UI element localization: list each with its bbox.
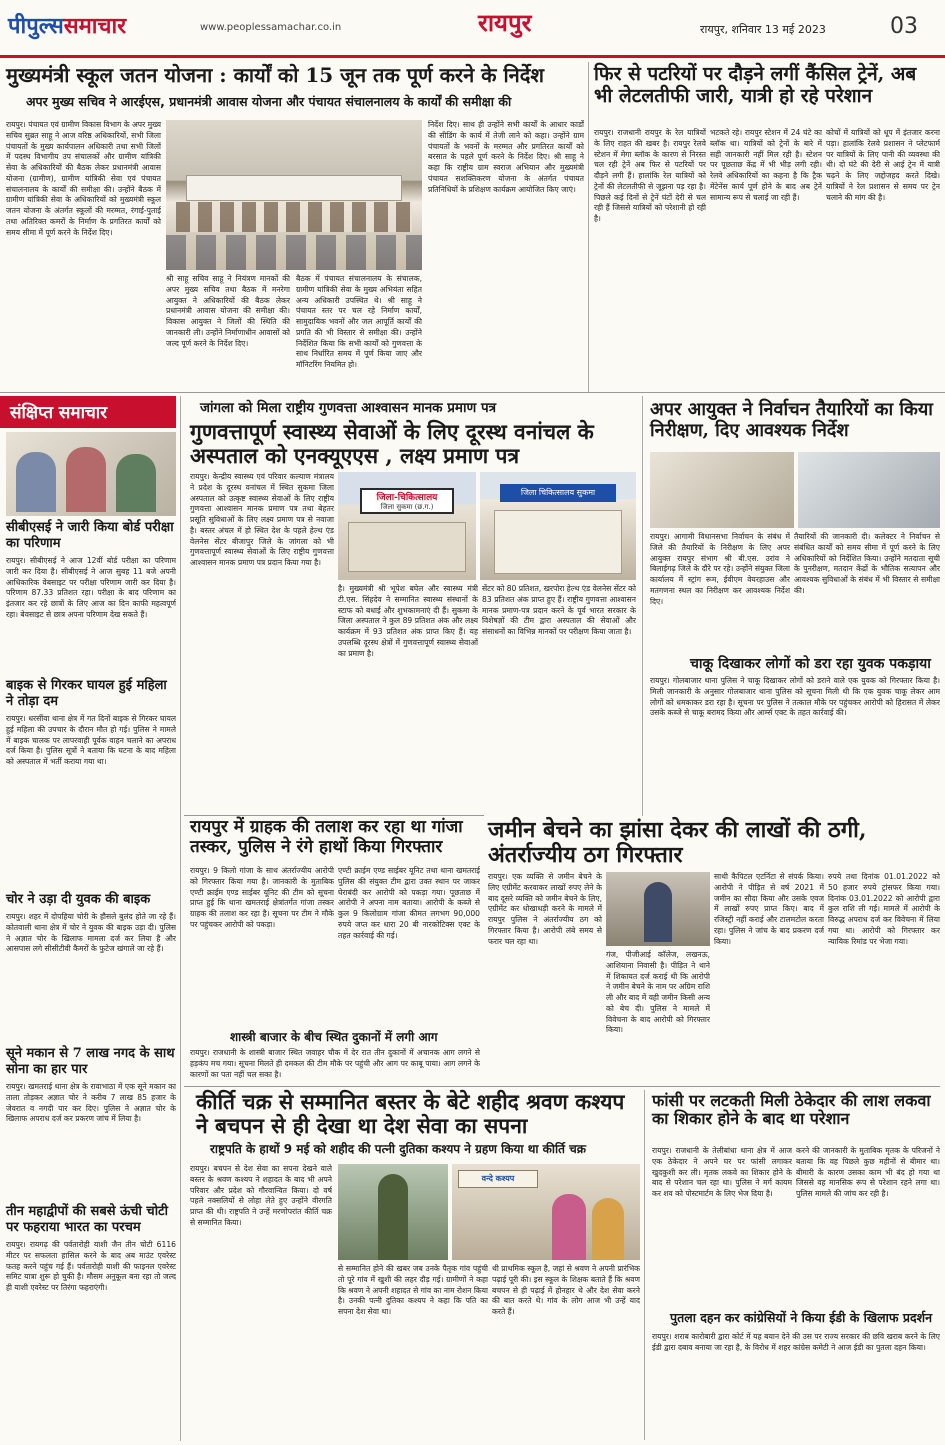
hospital-board: जिला चिकित्सालय सुकमा (500, 484, 616, 502)
news1-body: रायपुर। सीबीएसई ने आज 12वीं बोर्ड परीक्षा का परिणाम जारी कर दिया है। सीबीएसई ने आज सुबह 11 बजे अपनी आधिकारिक वेबसाइट पर परीक्षा परिणाम जारी कर दिया है। परिणाम 87.33 प्रतिशत रहा। परीक्षा के बाद परिणाम का इंतजार कर रहे छात्रों के लिए आज का दिन काफी महत्वपूर्ण रहा। बेवसाइट से छात्र अपना परिणाम देख सकते हैं। (6, 556, 176, 619)
story9-kicker2: पुतला दहन कर कांग्रेसियों ने किया ईडी के खिलाफ प्रदर्शन (670, 1310, 933, 1325)
story9-body-col3: रायपुर। शराब कारोबारी द्वारा कोर्ट में यह बयान देने की उस पर राज्य सरकार की छवि खराब करने के लिए ईडी द्वारा दबाव बनाया जा रहा है, के विरोध में शहर कांग्रेस कमेटी ने आज ईडी का पुतला दहन किया। (652, 1332, 940, 1352)
story9-headline: फांसी पर लटकती मिली ठेकेदार की लाश लकवा का शिकार होने के बाद था परेशान (652, 1091, 931, 1129)
story7-body-col1: रायपुर। एक व्यक्ति से जमीन बेचने के लिए एग्रीमेंट करवाकर लाखों रुपए लेने के बाद दूसरे व्यक्ति को जमीन बेचने के लिए, एग्रीमेंट कर धोखाधड़ी करने के मामले में रायपुर पुलिस ने अंतर्राज्यीय ठग को गिरफ्तार किया है। आरोपी लंबे समय से फरार चल रहा था। (488, 872, 602, 946)
story1-body-col4: निर्देश दिए। साथ ही उन्होंने सभी कार्यों के आधार कार्डों की सीडिंग के कार्य में तेजी लाने को कहा। उन्होंने ग्राम पंचायतों के भवनों के मरम्मत और प्रगतिरत कार्यों को बरसात के पहले पूर्ण करने के निर्देश दिए। श्री साहू ने कहा कि राष्ट्रीय ग्राम स्वराज अभियान और मुख्यमंत्री पंचायत सशक्तिकरण योजना के अंतर्गत पंचायत प्रतिनिधियों के प्रशिक्षण कार्यक्रम आयोजित किए जाएं। (428, 120, 584, 194)
section-divider (184, 815, 484, 816)
story8-body-col3: थी प्राथमिक स्कूल है, जहां से श्रवण ने अपनी प्रारंभिक पढ़ाई पूरी की। इस स्कूल के शिक्षक बताते हैं कि श्रवण बचपन से ही पढ़ाई में होनहार थे और देश सेवा करने की बात करते थे। गांव के लोग आज भी उन्हें याद करते हैं। (492, 1264, 640, 1317)
story2-body-col3: कोचों में यात्रियों को धूप में इंतजार करना पड़ा। हालांकि रेलवे प्रशासन ने प्लेटफार्म पर यात्रियों के लिए पानी की व्यवस्था की थी। दो घंटे की देरी से आई ट्रेन में यात्री चढ़ने के लिए जद्दोजहद करते दिखे। यात्रियों ने रेल प्रशासन से समय पर ट्रेन चलाने की मांग की है। (826, 128, 940, 202)
story7-body-col3: साथी कैपिटल एटर्निटा से संपर्क किया। आरोपी ने पीड़ित से वर्ष 2021 में जमीन का सौदा किया और उसके एवज में लाखों रुपए प्राप्त किए। बाद में रजिस्ट्री नहीं कराई और टालमटोल करता रहा। पुलिस ने जांच के बाद प्रकरण दर्ज किया। (714, 872, 824, 946)
section-divider (184, 1086, 940, 1087)
column-divider (644, 1090, 645, 1440)
hospital-photo-2 (480, 472, 636, 580)
story3-kicker: जांगला को मिला राष्ट्रीय गुणवत्ता आश्वासन मानक प्रमाण पत्र (200, 400, 497, 416)
newspaper-logo: पीपुल्ससमाचार (8, 13, 127, 39)
website-url: www.peoplessamachar.co.in (200, 22, 342, 33)
inspection-photo-2 (798, 452, 940, 528)
story8-body-col2: से सम्मानित होने की खबर जब उनके पैतृक गांव पहुंची तो पूरे गांव में खुशी की लहर दौड़ गई। ग्रामीणों ने कहा कि श्रवण ने अपनी शहादत से गांव का नाम रोशन किया है। उनकी पत्नी दुतिका कश्यप ने कहा कि पति का सपना देश सेवा था। (338, 1264, 488, 1317)
story8-headline: कीर्ति चक्र से सम्मानित बस्तर के बेटे शहीद श्रवण कश्यप ने बचपन से ही देखा था देश सेवा का सपना (196, 1089, 625, 1139)
story7-body-col4: रुपये तथा दिनांक 01.01.2022 को 50 हजार रुपये ट्रांसफर किया गया। दिनांक 03.01.2022 को आरोपी द्वारा कुल राशि ली गई। मामले में आरोपी के विरुद्ध अपराध दर्ज कर विवेचना में लिया गया था। आरोपी को गिरफ्तार कर न्यायिक रिमांड पर भेजा गया। (828, 872, 940, 946)
story8-subhead: राष्ट्रपति के हाथों 9 मई को शहीद की पत्नी दुतिका कश्यप ने ग्रहण किया था कीर्ति चक्र (210, 1142, 586, 1156)
story5-body: रायपुर। गोलबाजार थाना पुलिस ने चाकू दिखाकर लोगों को डराने वाले एक युवक को गिरफ्तार किया है। मिली जानकारी के अनुसार गोलबाजार थाना पुलिस को सूचना मिली थी कि एक युवक चाकू लेकर आम लोगों को धमकाकर डरा रहा है। सूचना पर पुलिस ने तत्काल मौके पर पहुंचकर आरोपी को हिरासत में लेकर उसके कब्जे से चाकू बरामद किया और आर्म्स एक्ट के तहत कार्रवाई की। (650, 676, 940, 718)
inspection-photo-1 (650, 452, 794, 528)
story6-body-col1: रायपुर। 9 किलो गांजा के साथ अंतर्राज्यीय आरोपी को गिरफ्तार किया गया है। जानकारी के मुताबिक एण्टी क्राईम एण्ड साईबर यूनिट की टीम को सूचना प्राप्त हुई कि थाना खमतराई क्षेत्रांतर्गत गांजा तस्कर ग्राहक की तलाश कर रहा है। सूचना पर टीम ने मौके पर पहुंचकर आरोपी को पकड़ा। (190, 866, 334, 929)
news2-body: रायपुर। धरसींवा थाना क्षेत्र में गत दिनों बाइक से गिरकर घायल हुई महिला की उपचार के दौरान मौत हो गई। पुलिस ने मामले में बाइक चालक पर लापरवाही पूर्वक वाहन चलाने का अपराध दर्ज किया है। पुलिस सूत्रों ने बताया कि घटना के बाद महिला को अस्पताल में भर्ती कराया गया था। (6, 714, 176, 767)
story2-body-col1: रायपुर। राजधानी रायपुर के रेल यात्रियों के लिए राहत की खबर है। रायपुर रेलवे स्टेशन में मेगा ब्लॉक के कारण से निरस्त चल रही ट्रेनें अब फिर से पटरियों पर दौड़ने लगी हैं। हालांकि रेल यात्रियों को ट्रेनों की लेटलतीफी से जूझना पड़ रहा है। पिछले कई दिनों से ट्रेनें घंटों देरी से चल रही हैं जिससे यात्रियों को परेशानी हो रही है। (594, 128, 706, 224)
news2-title: बाइक से गिरकर घायल हुई महिला ने तोड़ा दम (6, 678, 167, 710)
banner-text: वन्दे कश्यप (458, 1170, 538, 1188)
story3-body-col3: सेंटर को 80 प्रतिशत, खरपोरा हेल्थ एंड वेलनेस सेंटर को 83 प्रतिशत अंक प्राप्त हुए हैं। राष्ट्रीय गुणवत्ता आश्वासन मानक प्रमाण-पत्र प्रदान करने के पूर्व भारत सरकार के विशेषज्ञों की टीम द्वारा अस्पताल की सेवाओं और संसाधनों का विभिन्न मानकों पर परीक्षण किया जाता है। (482, 584, 636, 637)
hospital-sign-text: जिला-चिकित्सालय (376, 493, 438, 503)
story7-headline: जमीन बेचने का झांसा देकर की लाखों की ठगी, अंतर्राज्यीय ठग गिरफ्तार (488, 817, 867, 869)
story5-headline: चाकू दिखाकर लोगों को डरा रहा युवक पकड़ाया (690, 656, 931, 672)
news3-title: चोर ने उड़ा दी युवक की बाइक (6, 892, 151, 907)
arrest-photo (606, 872, 710, 946)
news4-title: सूने मकान से 7 लाख नगद के साथ सोना का हार पार (6, 1046, 175, 1078)
story9-body-col1: रायपुर। राजधानी के तेलीबांधा थाना क्षेत्र में आज एक ठेकेदार ने अपने घर पर फांसी लगाकर खुदकुशी कर ली। मृतक लकवे का शिकार होने के बाद से परेशान चल रहा था। पुलिस ने मर्ग कायम कर शव को पोस्टमार्टम के लिए भेज दिया है। (652, 1146, 792, 1199)
news5-body: रायपुर। रायगढ़ की पर्वतारोही याशी जैन तीन चोटी 6116 मीटर पर सफलता हासिल करने के बाद अब माउंट एवरेस्ट फतह करने पहुंच गई हैं। पर्वतारोही याशी की फाइनल एवरेस्ट समिट यात्रा शुरू हो चुकी है। मौसम अनुकूल बना रहा तो जल्द ही याशी एवरेस्ट पर तिरंगा फहराएंगी। (6, 1240, 176, 1293)
sidebar-divider (180, 396, 181, 1441)
news3-body: रायपुर। शहर में दोपहिया चोरी के हौसले बुलंद होते जा रहे हैं। कोतवाली थाना क्षेत्र में चोर ने युवक की बाइक उड़ा दी। पुलिस ने अज्ञात चोर के खिलाफ मामला दर्ज कर लिया है और आसपास लगे सीसीटीवी कैमरों के फुटेज खंगाले जा रहे हैं। (6, 912, 176, 954)
story7-body-col2: गंज, पीजीआई कॉलेज, लखनऊ, आशियाना निवासी है। पीड़ित ने थाने में शिकायत दर्ज कराई थी कि आरोपी ने जमीन बेचने के नाम पर अग्रिम राशि ली और बाद में वही जमीन किसी अन्य को बेच दी। पुलिस ने मामले में विवेचना के बाद आरोपी को गिरफ्तार किया। (606, 950, 710, 1035)
hospital-photo-1 (338, 472, 476, 580)
news4-body: रायपुर। खमतराई थाना क्षेत्र के रावाभाठा में एक सूने मकान का ताला तोड़कर अज्ञात चोर ने करीब 7 लाख 85 हजार के जेवरात व नगदी पार कर दिए। पुलिस ने अज्ञात चोर के खिलाफ अपराध दर्ज कर प्रकरण जांच में लिया है। (6, 1082, 176, 1124)
masthead (0, 0, 945, 58)
dateline: रायपुर, शनिवार 13 मई 2023 (700, 23, 826, 36)
students-photo (6, 432, 176, 516)
story8-body-col1: रायपुर। बचपन से देश सेवा का सपना देखने वाले बस्तर के श्रवण कश्यप ने शहादत के बाद भी अपने परिवार और प्रदेश को गौरवान्वित किया। दो वर्ष पहले नक्सलियों से लोहा लेते हुए उन्होंने वीरगति प्राप्त की थी। राष्ट्रपति ने उन्हें मरणोपरांत कीर्ति चक्र से सम्मानित किया। (190, 1164, 332, 1227)
story1-headline: मुख्यमंत्री स्कूल जतन योजना : कार्यों को 15 जून तक पूर्ण करने के निर्देश (6, 63, 544, 87)
news5-title: तीन महाद्वीपों की सबसे ऊंची चोटी पर फहराया भारत का परचम (6, 1204, 168, 1236)
story4-body-col1: रायपुर। आगामी विधानसभा निर्वाचन के संबंध में जिले की तैयारियों के निरीक्षण के लिए अपर आयुक्त रायपुर संभाग श्री बी.एस. उरांव ने बिलाईगढ़ जिले के दौरे पर रहे। उन्होंने संयुक्त जिला कार्यालय में स्ट्रांग रूम, ईवीएम वेयरहाउस और मतगणना स्थल का निरीक्षण कर आवश्यक निर्देश दिए। (650, 532, 790, 606)
story1-subhead: अपर मुख्य सचिव ने आरईएस, प्रधानमंत्री आवास योजना और पंचायत संचालनालय के कार्यों की समीक्षा की (26, 94, 512, 109)
story3-body-col2: है। मुख्यमंत्री श्री भूपेश बघेल और स्वास्थ्य मंत्री टी.एस. सिंहदेव ने सम्मानित स्वास्थ्य संस्थानों के स्टाफ को बधाई और शुभकामनाएं दी हैं। सुकमा के जिला अस्पताल ने कुल 89 प्रतिशत अंक और लक्ष्य कार्यक्रम में 93 प्रतिशत अंक प्राप्त किए हैं। यह उपलब्धि दूरस्थ क्षेत्रों में गुणवत्तापूर्ण स्वास्थ्य सेवाओं का प्रमाण है। (338, 584, 478, 658)
story6-body-col3: रायपुर। राजधानी के शास्त्री बाजार स्थित जवाहर चौक में देर रात तीन दुकानों में अचानक आग लगने से हड़कंप मच गया। सूचना मिलते ही दमकल की टीम मौके पर पहुंची और आग पर काबू पाया। आग लगने के कारणों का पता नहीं चल सका है। (190, 1048, 480, 1079)
story2-headline: फिर से पटरियों पर दौड़ने लगीं कैंसिल ट्रेनें, अब भी लेटलतीफी जारी, यात्री हो रहे परेशान (594, 63, 917, 107)
story6-headline: रायपुर में ग्राहक की तलाश कर रहा था गांजा तस्कर, पुलिस ने रंगे हाथों किया गिरफ्तार (190, 817, 463, 857)
story6-body-col2: एण्टी क्राईम एण्ड साईबर यूनिट तथा थाना खमतराई पुलिस की संयुक्त टीम द्वारा उक्त स्थान पर जाकर घेराबंदी कर आरोपी को पकड़ा गया। पूछताछ में आरोपी ने अपना नाम बताया। आरोपी के कब्जे से कुल 9 किलोग्राम गांजा कीमत लगभग 90,000 रुपये जप्त कर धारा 20 बी नारकोटिक्स एक्ट के तहत कार्रवाई की गई। (338, 866, 480, 940)
story4-body-col2: तैयारियों की जानकारी दी। कलेक्टर ने निर्वाचन से संबंधित कार्यों को समय सीमा में पूर्ण करने के लिए अधिकारियों को निर्देशित किया। उन्होंने मतदाता सूची के पुनरीक्षण, मतदान केंद्रों के भौतिक सत्यापन और आवश्यक सुविधाओं के संबंध में भी विस्तार से समीक्षा की। (794, 532, 940, 595)
column-divider (588, 62, 589, 392)
news1-title: सीबीएसई ने जारी किया बोर्ड परीक्षा का परिणाम (6, 520, 174, 552)
page-number: 03 (890, 14, 918, 39)
brief-news-band: संक्षिप्त समाचार (0, 396, 176, 428)
story4-headline: अपर आयुक्त ने निर्वाचन तैयारियों का किया निरीक्षण, दिए आवश्यक निर्देश (650, 399, 933, 441)
hospital-sign-subtext: जिला सुकमा (छ.ग.) (380, 503, 434, 511)
soldier-photo (338, 1164, 448, 1260)
story3-body-col1: रायपुर। केन्द्रीय स्वास्थ्य एवं परिवार कल्याण मंत्रालय ने प्रदेश के दूरस्थ वनांचल में स्थित सुकमा जिला अस्पताल को उत्कृष्ट स्वास्थ्य सेवाओं के लिए राष्ट्रीय गुणवत्ता आश्वासन मानक प्रमाण पत्र तथा बेहतर प्रसूति सुविधाओं के लिए लक्ष्य प्रमाण पत्र से नवाजा है। बस्तर अंचल में हो स्थित देश के पहले हेल्थ एंड वेलनेस सेंटर बीजापुर जिले के जांगला को भी गुणवत्तापूर्ण स्वास्थ्य सेवाओं के लिए राष्ट्रीय गुणवत्ता आश्वासन मानक प्रमाण पत्र प्रदान किया गया है। (190, 472, 334, 568)
column-divider (642, 396, 643, 816)
city-name: रायपुर (478, 8, 532, 37)
story6-kicker2: शास्त्री बाजार के बीच स्थित दुकानों में लगी आग (230, 1030, 438, 1044)
story2-body-col2: भटकते रहे। रायपुर स्टेशन में 24 घंटे का ब्लॉक था। यात्रियों को ट्रेनों के बारे में सही जानकारी नहीं मिल रही है। स्टेशन पर पूछताछ केंद्र में भी भीड़ लगी रही। रेलवे अधिकारियों का कहना है कि ट्रैक मेंटेनेंस कार्य पूर्ण होने के बाद अब ट्रेनें सामान्य रूप से चलाई जा रही हैं। (710, 128, 822, 202)
meeting-photo (166, 120, 422, 270)
story1-body-col3: बैठक में पंचायत संचालनालय के संचालक, ग्रामीण यांत्रिकी सेवा के मुख्य अभियंता सहित अन्य अधिकारी उपस्थित थे। श्री साहू ने पंचायत स्तर पर चल रहे निर्माण कार्यों, सामुदायिक भवनों और जल आपूर्ति कार्यों की प्रगति की भी विस्तार से समीक्षा की। उन्होंने निर्देशित किया कि सभी कार्यों को गुणवत्ता के साथ निर्धारित समय में पूर्ण किया जाए और मॉनिटरिंग नियमित हो। (296, 274, 422, 370)
story3-headline: गुणवत्तापूर्ण स्वास्थ्य सेवाओं के लिए दूरस्थ वनांचल के अस्पताल को एनक्यूएएस , लक्ष्य प्रमाण पत्र (190, 419, 594, 469)
section-divider (0, 392, 945, 393)
family-photo (452, 1164, 640, 1260)
story1-body-col1: रायपुर। पंचायत एवं ग्रामीण विकास विभाग के अपर मुख्य सचिव सुब्रत साहू ने आज वरिष्ठ अधिकारियों, सभी जिला पंचायतों के मुख्य कार्यपालन अधिकारी तथा सभी जिलों में पदस्थ विभागीय उप संचालकों और ग्रामीण यांत्रिकी सेवा के अधिकारियों की बैठक लेकर प्रधानमंत्री आवास योजना (ग्रामीण), ग्रामीण यांत्रिकी सेवा एवं पंचायत संचालनालय के कार्यों की समीक्षा की। उन्होंने बैठक में ग्रामीण यांत्रिकी सेवा के अधिकारियों को मुख्यमंत्री स्कूल जतन योजना के अंतर्गत स्कूलों की मरम्मत, रंगाई-पुताई तथा अतिरिक्त कमरों के निर्माण के प्रगतिरत कार्यों को समय सीमा में पूर्ण करने के निर्देश दिए। (6, 120, 161, 237)
story9-body-col2: करने की जानकारी के मुताबिक मृतक के परिजनों ने बताया कि वह पिछले कुछ महीनों से बीमार था। बीमारी के कारण उसका काम भी बंद हो गया था जिससे वह मानसिक रूप से परेशान रहने लगा था। पुलिस मामले की जांच कर रही है। (796, 1146, 940, 1199)
story1-body-col2: श्री साहू सचिव साहू ने नियंत्रण मानकों की अपर मुख्य सचिव तथा बैठक में मनरेगा आयुक्त ने अधिकारियों की बैठक लेकर प्रधानमंत्री आवास योजना की समीक्षा की। विकास आयुक्त ने जिलों की स्थिति की जानकारी ली। उन्होंने निर्माणाधीन आवासों को जल्द पूर्ण करने के निर्देश दिए। (166, 274, 290, 348)
